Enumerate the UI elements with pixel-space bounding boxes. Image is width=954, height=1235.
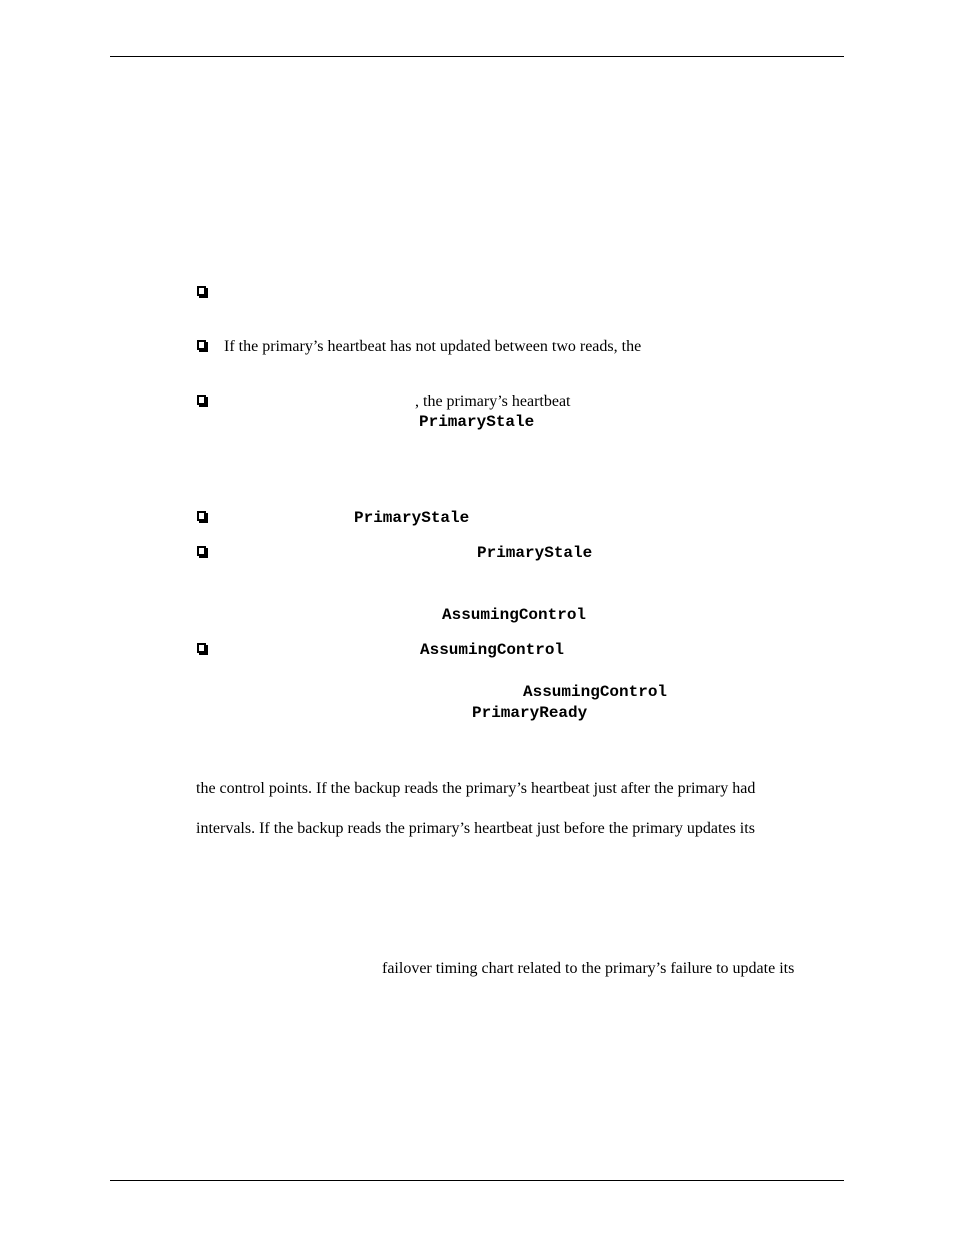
header-rule [110, 56, 844, 57]
code-term: AssumingControl [420, 641, 565, 659]
paragraph-line: intervals. If the backup reads the primary’s heartbeat just before the primary updates its [196, 820, 755, 837]
footer-rule [110, 1180, 844, 1181]
checkbox-bullet-icon [197, 643, 206, 653]
checkbox-bullet-icon [197, 340, 206, 350]
checkbox-bullet-icon [197, 286, 206, 296]
code-term: PrimaryStale [419, 413, 535, 431]
code-term: PrimaryStale [477, 544, 593, 562]
code-term: PrimaryReady [472, 704, 588, 722]
figure-reference-line: failover timing chart related to the primary’s failure to update its [382, 960, 795, 977]
code-term: PrimaryStale [354, 509, 470, 527]
checkbox-bullet-icon [197, 511, 206, 521]
bullet-text: , the primary’s heartbeat [415, 393, 571, 410]
code-term: AssumingControl [523, 683, 668, 701]
checkbox-bullet-icon [197, 546, 206, 556]
bullet-text: If the primary’s heartbeat has not updated between two reads, the [224, 338, 642, 355]
paragraph-line: the control points. If the backup reads the primary’s heartbeat just after the primary had [196, 780, 756, 797]
checkbox-bullet-icon [197, 395, 206, 405]
code-term: AssumingControl [442, 606, 587, 624]
